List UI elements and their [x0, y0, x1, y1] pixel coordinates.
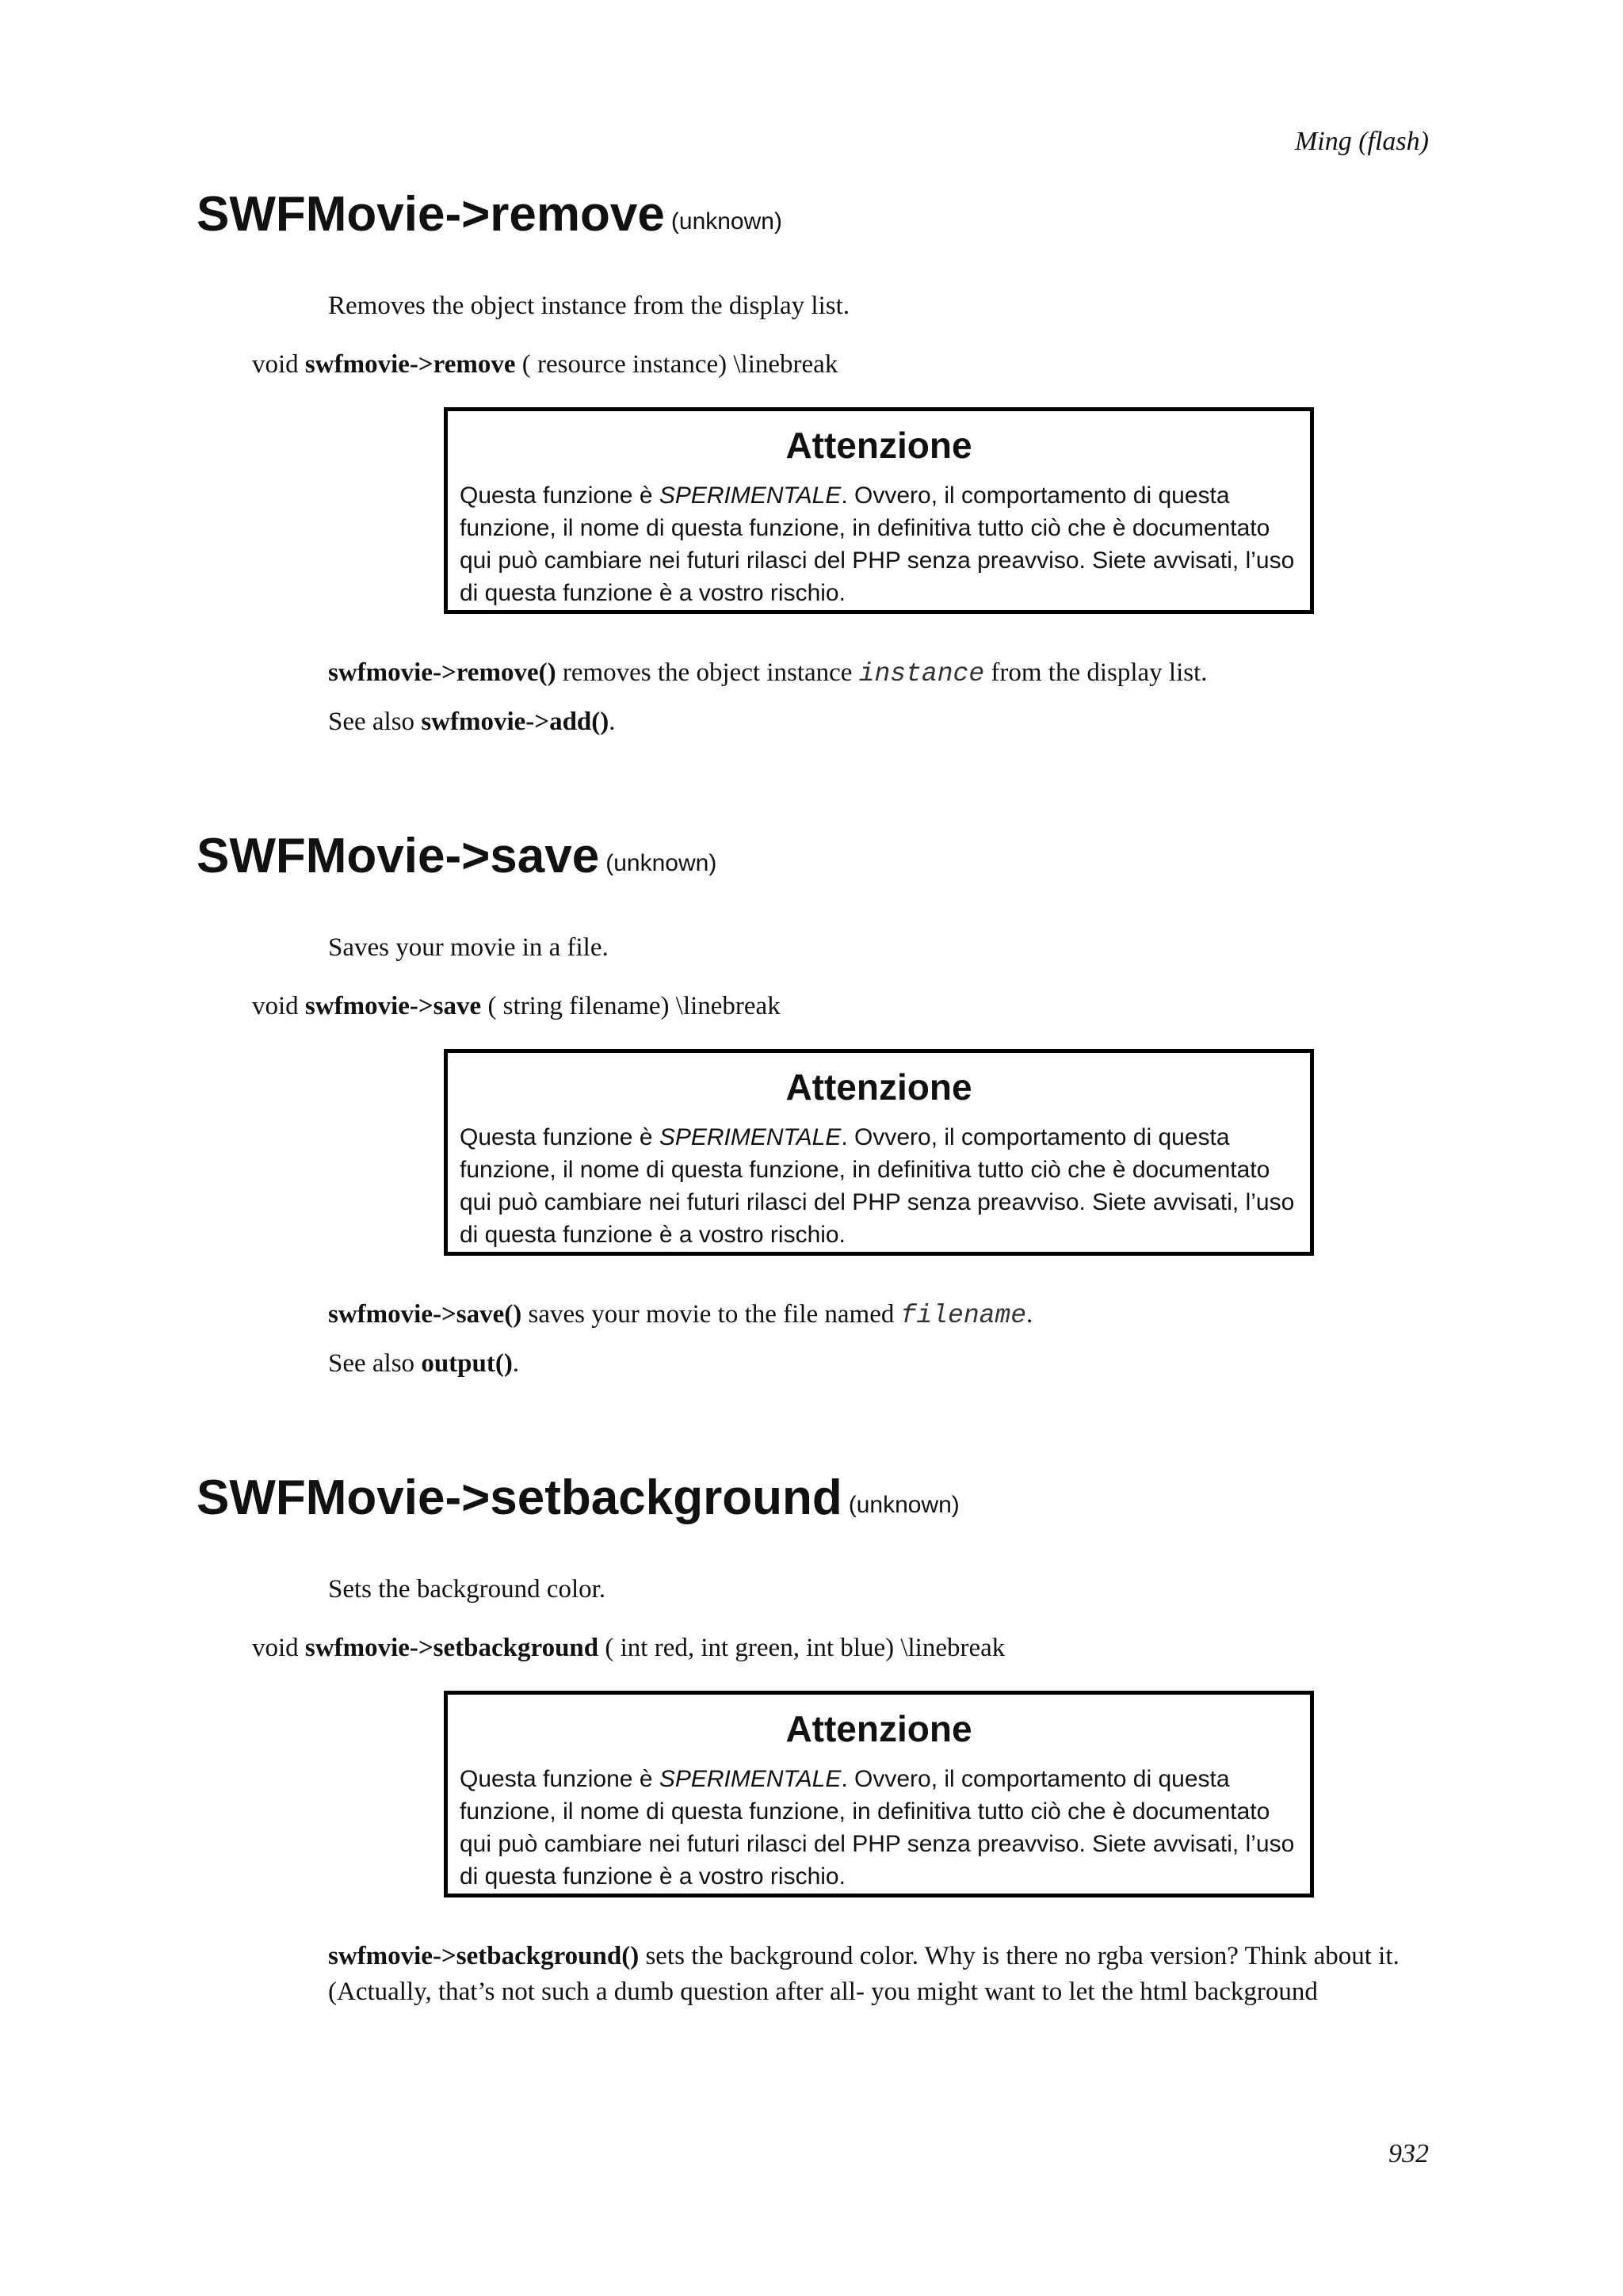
running-head: Ming (flash) [1294, 127, 1429, 156]
description-text: sets the background color. Why is there no rgba version? Think about it. (Actually, that’s not such a dumb question after all- you might want to let the html background [328, 1942, 1400, 2006]
return-type: void [252, 992, 305, 1020]
page-number: 932 [1388, 2139, 1429, 2168]
see-also-link[interactable]: swfmovie->add() [421, 707, 609, 736]
warning-text [460, 1121, 1301, 1251]
description-text-end: from the display list. [984, 658, 1208, 687]
warning-emphasis: SPERIMENTALE [659, 1766, 842, 1792]
warning-box [444, 1049, 1314, 1256]
synopsis-arguments: ( string filename) \linebreak [481, 992, 781, 1020]
return-type: void [252, 350, 305, 379]
description-paragraph [328, 655, 1208, 692]
section-heading [197, 829, 717, 883]
description-text: saves your movie to the file named [521, 1300, 901, 1329]
warning-text-rest: . Ovvero, il comportamento di questa funzione, il nome di questa funzione, in definitiva tutto ciò che è documentato qui può cambiare nei futuri rilasci del PHP senza preavviso. Siete avvisati, l’uso di questa funzione è a vostro rischio. [460, 482, 1295, 606]
warning-text-start: Questa funzione è [460, 482, 659, 509]
version-note: (unknown) [848, 1492, 960, 1518]
warning-box [444, 407, 1314, 614]
version-note: (unknown) [670, 208, 782, 235]
function-synopsis [252, 347, 838, 383]
function-synopsis [252, 1630, 1005, 1666]
see-also-link[interactable]: output() [421, 1349, 513, 1378]
parameter-name: instance [858, 659, 985, 688]
description-function: swfmovie->remove() [328, 658, 556, 687]
description-function: swfmovie->setbackground() [328, 1942, 640, 1970]
warning-text-rest: . Ovvero, il comportamento di questa funzione, il nome di questa funzione, in definitiva tutto ciò che è documentato qui può cambiare nei futuri rilasci del PHP senza preavviso. Siete avvisati, l’uso di questa funzione è a vostro rischio. [460, 1124, 1295, 1248]
warning-text [460, 479, 1301, 609]
see-also [328, 1346, 519, 1382]
section-heading [197, 1470, 960, 1525]
warning-title: Attenzione [785, 1708, 972, 1749]
section-heading [197, 187, 782, 242]
see-also-suffix: . [609, 707, 616, 736]
description-text-end: . [1026, 1300, 1033, 1329]
return-type: void [252, 1634, 305, 1662]
synopsis-arguments: ( resource instance) \linebreak [515, 350, 838, 379]
warning-emphasis: SPERIMENTALE [659, 482, 842, 509]
function-title: SWFMovie->setbackground [197, 1470, 842, 1525]
warning-title: Attenzione [785, 425, 972, 466]
synopsis-arguments: ( int red, int green, int blue) \linebreak [598, 1634, 1006, 1662]
synopsis-function-name: swfmovie->remove [304, 350, 516, 379]
see-also [328, 704, 616, 740]
function-title: SWFMovie->save [197, 829, 600, 883]
description-paragraph [328, 1297, 1033, 1334]
warning-text [460, 1763, 1301, 1893]
synopsis-function-name: swfmovie->save [304, 992, 482, 1020]
summary-text: Sets the background color. [328, 1575, 606, 1604]
see-also-suffix: . [512, 1349, 520, 1378]
description-paragraph [328, 1939, 1430, 2010]
description-function: swfmovie->save() [328, 1300, 522, 1329]
function-title: SWFMovie->remove [197, 187, 665, 242]
see-also-prefix: See also [328, 707, 422, 736]
function-synopsis [252, 989, 781, 1024]
description-text: removes the object instance [556, 658, 859, 687]
warning-text-start: Questa funzione è [460, 1124, 659, 1150]
warning-title: Attenzione [785, 1066, 972, 1108]
synopsis-function-name: swfmovie->setbackground [304, 1634, 599, 1662]
summary-text: Saves your movie in a file. [328, 933, 609, 962]
summary-text: Removes the object instance from the display list. [328, 292, 850, 320]
version-note: (unknown) [605, 850, 717, 876]
see-also-prefix: See also [328, 1349, 422, 1378]
warning-text-start: Questa funzione è [460, 1766, 659, 1792]
warning-box [444, 1691, 1314, 1897]
warning-emphasis: SPERIMENTALE [659, 1124, 842, 1150]
warning-text-rest: . Ovvero, il comportamento di questa funzione, il nome di questa funzione, in definitiva tutto ciò che è documentato qui può cambiare nei futuri rilasci del PHP senza preavviso. Siete avvisati, l’uso di questa funzione è a vostro rischio. [460, 1766, 1295, 1890]
parameter-name: filename [900, 1301, 1027, 1330]
